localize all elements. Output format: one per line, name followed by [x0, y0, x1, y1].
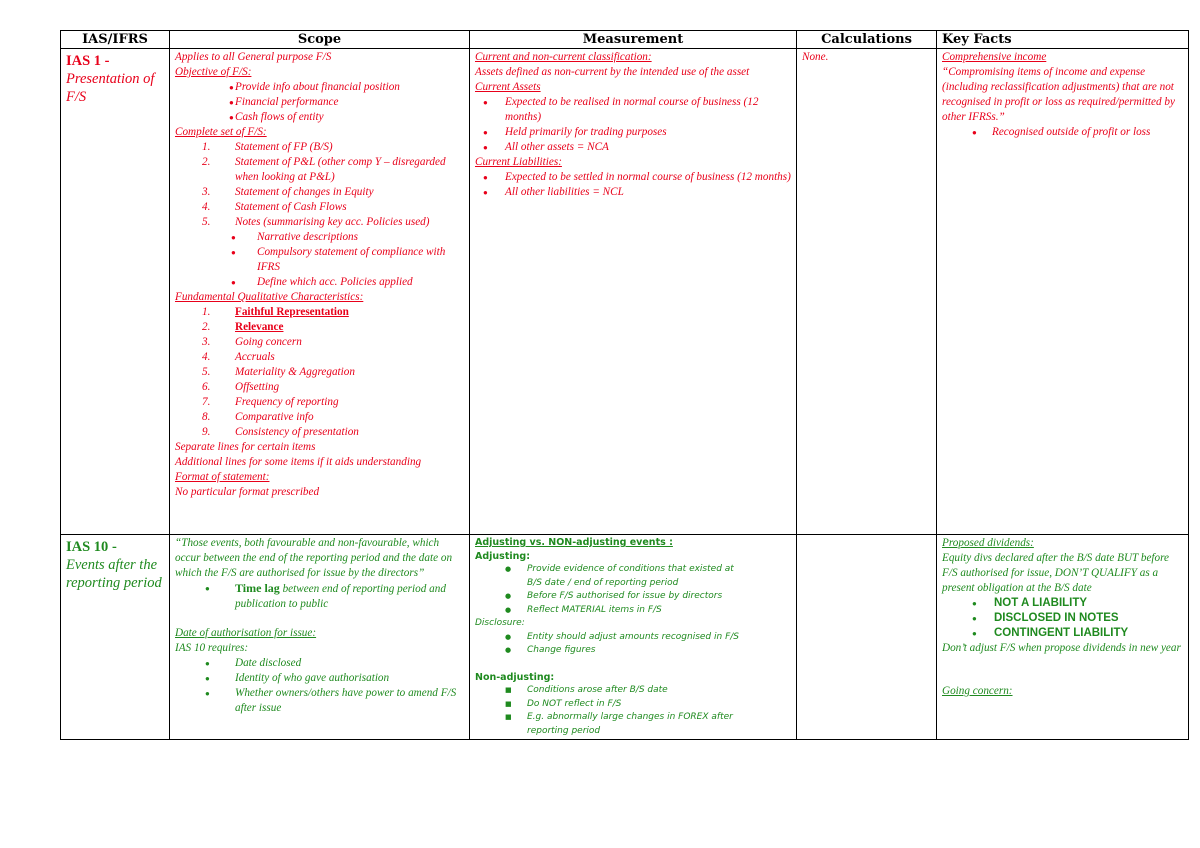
- ias1-title: IAS 1 -: [66, 53, 110, 69]
- scope-heading: Fundamental Qualitative Characteristics:: [175, 291, 364, 303]
- list-item: ● Compulsory statement of compliance with IFRS: [231, 246, 446, 273]
- list-item: 3. Statement of changes in Equity: [202, 186, 374, 198]
- header-calculations: Calculations: [797, 31, 937, 49]
- list-item: ● Reflect MATERIAL items in F/S: [505, 604, 662, 615]
- measurement-heading: Current Assets: [475, 81, 541, 93]
- measurement-heading: Non-adjusting:: [475, 671, 555, 683]
- list-item: 2. Relevance: [202, 321, 284, 333]
- measurement-line: Assets defined as non-current by the intended use of the asset: [475, 66, 750, 78]
- header-row: [61, 31, 1189, 49]
- list-item: ● Expected to be realised in normal course of business (12 months): [483, 96, 759, 123]
- measurement-heading: Disclosure:: [475, 618, 525, 628]
- ias10-title: IAS 10: [66, 539, 109, 555]
- list-item: 9. Consistency of presentation: [202, 426, 359, 438]
- scope-heading: Objective of F/S:: [175, 66, 252, 78]
- ias10-calculations-cell: [797, 535, 937, 740]
- ias1-measurement-cell: [470, 49, 797, 535]
- header-measurement: Measurement: [470, 31, 797, 49]
- calculations-text: None.: [802, 51, 829, 63]
- scope-quote: “Those events, both favourable and non-favourable, which occur between the end of the reporting period and the date on which the F/S are authorised for issue by the directors”: [175, 537, 453, 579]
- list-item: 5. Materiality & Aggregation: [202, 366, 355, 378]
- ias1-keyfacts-cell: [937, 49, 1189, 535]
- keyfacts-quote: “Compromising items of income and expense (including reclassification adjustments) that are not recognised in profit or loss as required/permitted by other IFRSs.”: [942, 66, 1175, 123]
- list-item: 5. Notes (summarising key acc. Policies used): [202, 216, 430, 228]
- measurement-heading: Adjusting vs. NON-adjusting events :: [475, 537, 673, 548]
- list-item: 4. Statement of Cash Flows: [202, 201, 347, 213]
- scope-line: IAS 10 requires:: [175, 642, 249, 654]
- list-item: ● Provide evidence of conditions that existed at B/S date / end of reporting period: [505, 564, 734, 588]
- scope-heading: Complete set of F/S:: [175, 126, 267, 138]
- measurement-heading: Current and non-current classification:: [475, 51, 652, 63]
- scope-line: Additional lines for some items if it aids understanding: [175, 456, 422, 468]
- ias-summary-table: [60, 30, 1189, 740]
- keyfacts-heading: Comprehensive income: [942, 51, 1047, 63]
- list-item: ● CONTINGENT LIABILITY: [972, 627, 1129, 639]
- list-item: 4. Accruals: [202, 351, 275, 363]
- scope-line: Separate lines for certain items: [175, 441, 316, 453]
- ias10-keyfacts-cell: [937, 535, 1189, 740]
- table-row-ias10: [61, 535, 1189, 740]
- scope-line: Applies to all General purpose F/S: [175, 51, 332, 63]
- list-item: 6. Offsetting: [202, 381, 280, 393]
- keyfacts-heading: Proposed dividends:: [942, 537, 1034, 549]
- list-item: ● Time lag between end of reporting period and publication to public: [205, 581, 446, 610]
- list-item: ● Cash flows of entity: [229, 111, 324, 123]
- list-item: ● Define which acc. Policies applied: [231, 276, 413, 288]
- list-item: 3. Going concern: [202, 336, 302, 348]
- list-item: 1. Faithful Representation: [202, 306, 349, 318]
- list-item: ■ Do NOT reflect in F/S: [505, 698, 622, 709]
- scope-heading: Format of statement:: [175, 471, 270, 483]
- list-item: 8. Comparative info: [202, 411, 314, 423]
- list-item: ● Entity should adjust amounts recognised in F/S: [505, 631, 739, 642]
- list-item: ● Before F/S authorised for issue by directors: [505, 591, 723, 601]
- list-item: ■ Conditions arose after B/S date: [505, 685, 668, 695]
- ias1-scope-cell: [170, 49, 470, 535]
- list-item: ● Date disclosed: [205, 657, 302, 669]
- keyfacts-text: Don’t adjust F/S when propose dividends in new year: [942, 642, 1181, 654]
- list-item: ● NOT A LIABILITY: [972, 597, 1088, 609]
- list-item: ● Change figures: [505, 645, 596, 655]
- list-item: ● All other assets = NCA: [483, 141, 609, 153]
- scope-heading: Date of authorisation for issue:: [175, 627, 317, 639]
- list-item: ● Expected to be settled in normal course of business (12 months): [483, 171, 791, 183]
- list-item: ● All other liabilities = NCL: [483, 186, 624, 198]
- list-item: ● Financial performance: [229, 96, 339, 108]
- list-item: 7. Frequency of reporting: [202, 396, 339, 408]
- header-scope: Scope: [170, 31, 470, 49]
- list-item: ● Held primarily for trading purposes: [483, 126, 667, 138]
- list-item: 2. Statement of P&L (other comp Y – disregarded when looking at P&L): [202, 156, 446, 183]
- ias10-subtitle: Events after the reporting period: [66, 557, 162, 591]
- ias1-subtitle: Presentation of F/S: [66, 71, 155, 105]
- header-ias-ifrs: IAS/IFRS: [61, 31, 170, 49]
- header-key-facts: Key Facts: [937, 31, 1189, 49]
- keyfacts-text: Equity divs declared after the B/S date BUT before F/S authorised for issue, DON’T QUALIFY as a present obligation at the B/S date: [942, 552, 1170, 594]
- list-item: ● DISCLOSED IN NOTES: [972, 612, 1119, 624]
- list-item: 1. Statement of FP (B/S): [202, 141, 333, 153]
- ias1-calculations-cell: [797, 49, 937, 535]
- ias1-title-cell: [61, 49, 170, 535]
- list-item: ● Whether owners/others have power to amend F/S after issue: [205, 687, 457, 714]
- list-item: ● Recognised outside of profit or loss: [972, 126, 1151, 138]
- measurement-heading: Adjusting:: [475, 550, 530, 562]
- measurement-heading: Current Liabilities:: [475, 156, 562, 168]
- ias10-measurement-cell: [470, 535, 797, 740]
- ias10-scope-cell: [170, 535, 470, 740]
- list-item: ● Narrative descriptions: [231, 231, 358, 243]
- keyfacts-heading: Going concern:: [942, 685, 1013, 697]
- ias10-title-cell: IAS 10 - Events after the reporting period: [61, 535, 170, 740]
- list-item: ● Identity of who gave authorisation: [205, 672, 390, 684]
- table-row-ias1: [61, 49, 1189, 535]
- list-item: ■ E.g. abnormally large changes in FOREX after reporting period: [505, 712, 733, 736]
- list-item: ● Provide info about financial position: [229, 81, 400, 93]
- scope-line: No particular format prescribed: [175, 486, 320, 498]
